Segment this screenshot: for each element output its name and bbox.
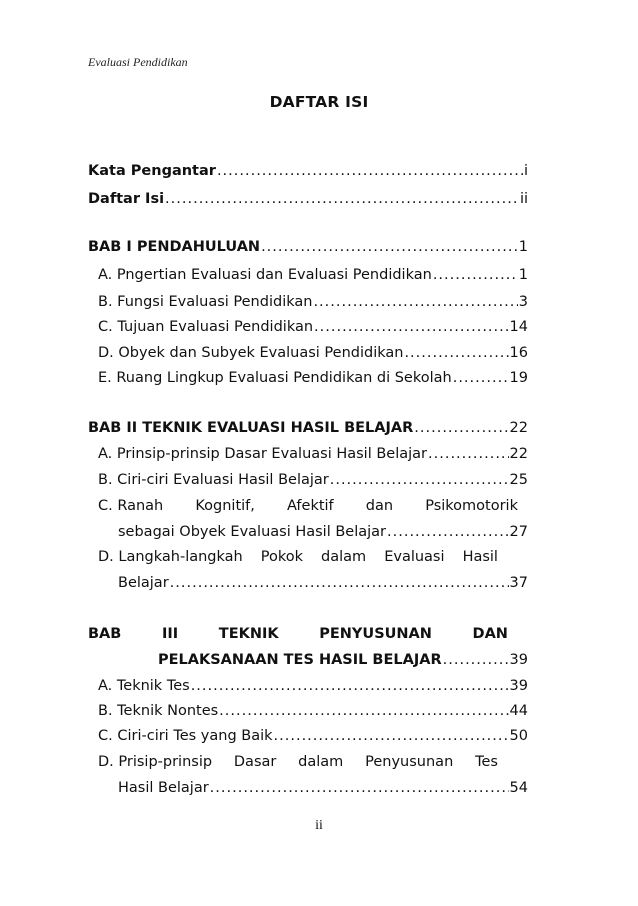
toc-entry-label: A. Prinsip-prinsip Dasar Evaluasi Hasil Belajar xyxy=(98,446,428,462)
toc-entry-bab-1-b[interactable] xyxy=(98,291,528,313)
toc-entry-label: Kata Pengantar xyxy=(88,163,216,179)
toc-entry-label: BAB II TEKNIK EVALUASI HASIL BELAJAR xyxy=(88,420,414,436)
toc-word: dalam xyxy=(321,549,367,565)
toc-entry-bab-3-a[interactable] xyxy=(98,675,528,697)
toc-word: Pokok xyxy=(260,549,303,565)
toc-page-number: 25 xyxy=(509,472,528,488)
toc-word: TEKNIK xyxy=(218,626,279,642)
dot-leader xyxy=(414,417,508,439)
toc-entry-bab-3-b[interactable] xyxy=(98,700,528,722)
toc-entry-label: B. Teknik Nontes xyxy=(98,703,219,719)
toc-entry-bab-2-c-line1[interactable] xyxy=(98,495,518,517)
dot-leader xyxy=(404,342,508,364)
toc-entry-label: B. Fungsi Evaluasi Pendidikan xyxy=(98,294,313,310)
toc-page-number: 44 xyxy=(509,703,528,719)
toc-entry-bab-2-d-line1[interactable] xyxy=(98,546,498,568)
page-number-footer: ii xyxy=(315,818,323,833)
toc-entry-bab-3-d-line1[interactable] xyxy=(98,751,498,773)
toc-entry-label: PELAKSANAAN TES HASIL BELAJAR xyxy=(158,652,442,668)
dot-leader xyxy=(210,777,509,799)
toc-word: Evaluasi xyxy=(384,549,445,565)
toc-entry-bab-1-e[interactable] xyxy=(98,367,528,389)
toc-entry-label: Daftar Isi xyxy=(88,191,165,207)
toc-word: III xyxy=(161,626,179,642)
toc-word: Psikomotorik xyxy=(425,498,518,514)
toc-entry-label: Belajar xyxy=(118,575,169,591)
toc-word: Kognitif, xyxy=(195,498,255,514)
toc-word: D. Prisip-prinsip xyxy=(98,754,213,770)
toc-entry-label: A. Teknik Tes xyxy=(98,678,190,694)
dot-leader xyxy=(191,675,509,697)
toc-entry-label: B. Ciri-ciri Evaluasi Hasil Belajar xyxy=(98,472,329,488)
toc-word: Tes xyxy=(475,754,498,770)
dot-leader xyxy=(443,649,509,671)
toc-entry-bab-1-d[interactable] xyxy=(98,342,528,364)
dot-leader xyxy=(387,521,509,543)
dot-leader xyxy=(165,188,519,210)
toc-page-number: 27 xyxy=(509,524,528,540)
toc-page-number: 22 xyxy=(509,446,528,462)
toc-entry-label: C. Tujuan Evaluasi Pendidikan xyxy=(98,319,314,335)
toc-word: PENYUSUNAN xyxy=(319,626,432,642)
dot-leader xyxy=(314,316,509,338)
dot-leader xyxy=(453,367,509,389)
toc-entry-label: C. Ciri-ciri Tes yang Baik xyxy=(98,728,273,744)
toc-entry-label: A. Pngertian Evaluasi dan Evaluasi Pendidikan xyxy=(98,267,432,283)
toc-page-number: 14 xyxy=(509,319,528,335)
toc-page-number: 50 xyxy=(509,728,528,744)
toc-page-number: 54 xyxy=(509,780,528,796)
toc-entry-bab-2[interactable] xyxy=(88,417,528,439)
toc-entry-bab-3-d-line2[interactable] xyxy=(118,777,528,799)
toc-entry-label: BAB I PENDAHULUAN xyxy=(88,239,261,255)
toc-word: Penyusunan xyxy=(365,754,454,770)
toc-entry-label: D. Obyek dan Subyek Evaluasi Pendidikan xyxy=(98,345,404,361)
dot-leader xyxy=(274,725,509,747)
toc-word: D. Langkah-langkah xyxy=(98,549,243,565)
toc-entry-label: sebagai Obyek Evaluasi Hasil Belajar xyxy=(118,524,387,540)
toc-entry-label: E. Ruang Lingkup Evaluasi Pendidikan di Sekolah xyxy=(98,370,452,386)
dot-leader xyxy=(261,236,518,258)
toc-page-number: i xyxy=(523,163,528,179)
dot-leader xyxy=(170,572,509,594)
running-header: Evaluasi Pendidikan xyxy=(88,55,188,69)
toc-page-number: 37 xyxy=(509,575,528,591)
toc-page-number: 39 xyxy=(509,678,528,694)
dot-leader xyxy=(219,700,508,722)
toc-entry-bab-2-b[interactable] xyxy=(98,469,528,491)
dot-leader xyxy=(313,291,517,313)
toc-word: BAB xyxy=(88,626,122,642)
toc-entry-bab-1-a[interactable] xyxy=(98,264,528,286)
page-title: DAFTAR ISI xyxy=(269,93,369,111)
toc-word: Afektif xyxy=(287,498,334,514)
toc-page-number: ii xyxy=(519,191,528,207)
toc-word: Hasil xyxy=(462,549,498,565)
toc-page-number: 1 xyxy=(518,239,528,255)
toc-page-number: 3 xyxy=(518,294,528,310)
toc-page-number: 19 xyxy=(509,370,528,386)
toc-entry-label: Hasil Belajar xyxy=(118,780,209,796)
toc-entry-bab-2-c-line2[interactable] xyxy=(118,521,528,543)
toc-word: DAN xyxy=(472,626,508,642)
dot-leader xyxy=(433,264,518,286)
toc-entry-bab-3-line1[interactable] xyxy=(88,623,508,645)
toc-word: dalam xyxy=(298,754,344,770)
dot-leader xyxy=(428,443,509,465)
toc-word: C. Ranah xyxy=(98,498,164,514)
toc-entry-kata-pengantar[interactable] xyxy=(88,160,528,182)
toc-page-number: 16 xyxy=(509,345,528,361)
toc-word: Dasar xyxy=(233,754,277,770)
toc-page-number: 22 xyxy=(509,420,528,436)
toc-entry-bab-2-d-line2[interactable] xyxy=(118,572,528,594)
toc-word: dan xyxy=(365,498,394,514)
toc-entry-bab-3-c[interactable] xyxy=(98,725,528,747)
toc-page-number: 39 xyxy=(509,652,528,668)
toc-entry-daftar-isi[interactable] xyxy=(88,188,528,210)
dot-leader xyxy=(330,469,509,491)
toc-entry-bab-2-a[interactable] xyxy=(98,443,528,465)
toc-entry-bab-1-c[interactable] xyxy=(98,316,528,338)
dot-leader xyxy=(217,160,523,182)
toc-page-number: 1 xyxy=(518,267,528,283)
toc-entry-bab-3-line2[interactable] xyxy=(158,649,528,671)
toc-entry-bab-1[interactable] xyxy=(88,236,528,258)
